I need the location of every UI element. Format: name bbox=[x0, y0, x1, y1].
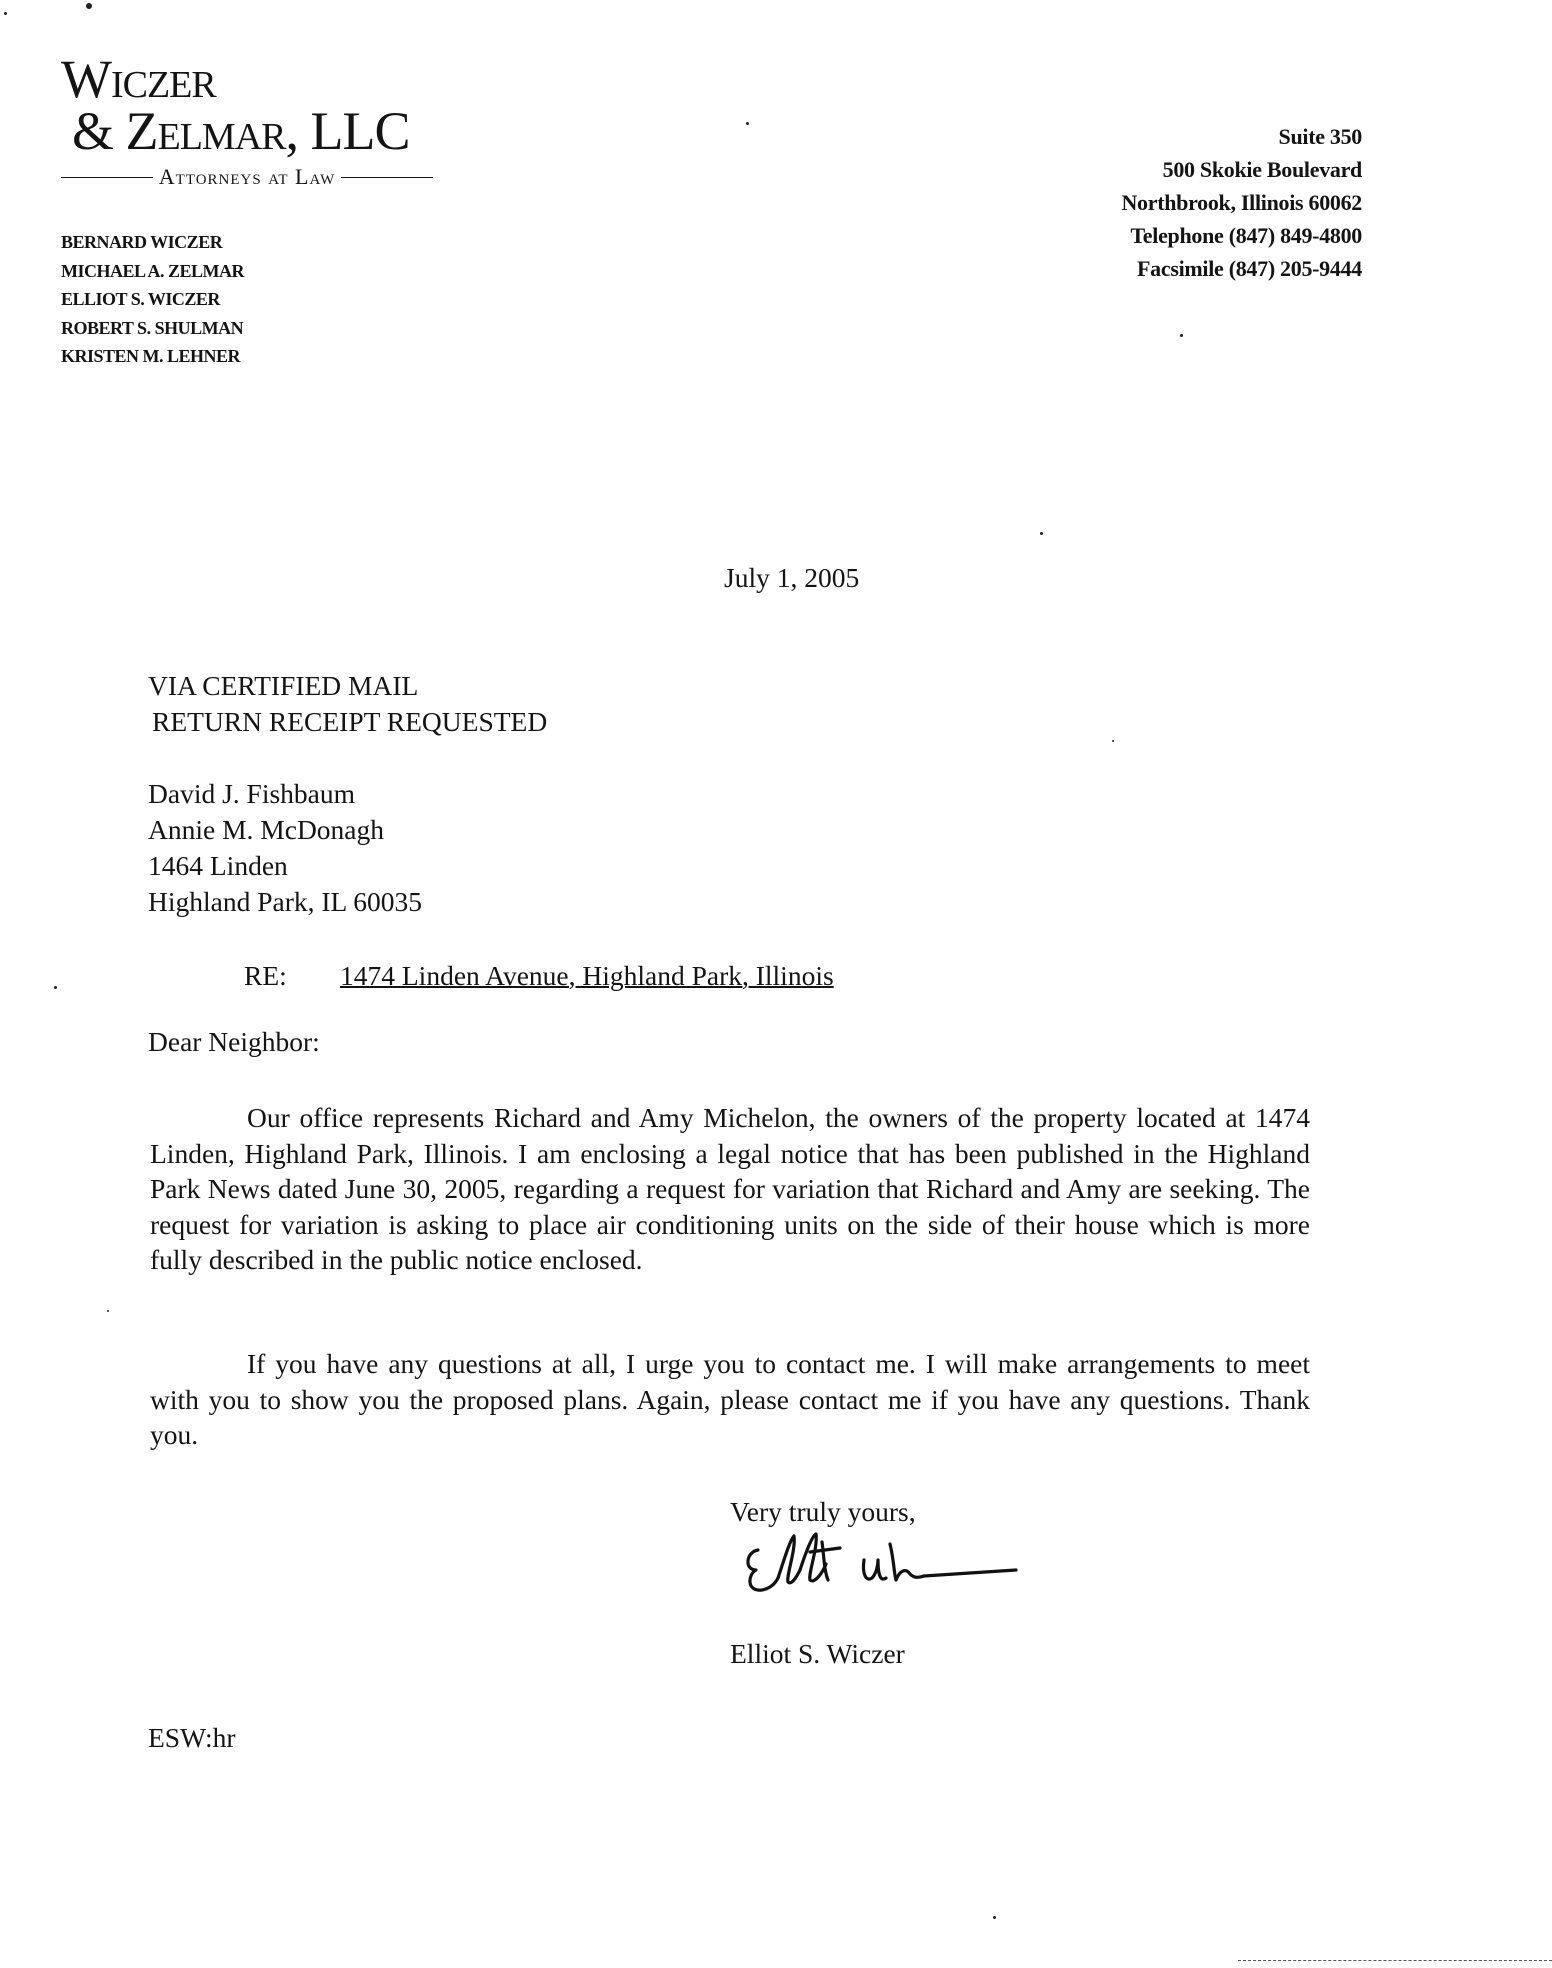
address-facsimile: Facsimile (847) 205-9444 bbox=[1137, 256, 1362, 281]
partner-name: ROBERT S. SHULMAN bbox=[61, 317, 244, 338]
body-paragraph: If you have any questions at all, I urge you to contact me. I will make arrangements to meet with you to show you the proposed plans. Again, please contact me if you have any questions. Thank you. bbox=[150, 1348, 1310, 1450]
scan-edge-line bbox=[1238, 1960, 1552, 1961]
salutation: Dear Neighbor: bbox=[148, 1026, 320, 1057]
recipient-line: David J. Fishbaum bbox=[148, 778, 356, 809]
partner-name: ELLIOT S. WICZER bbox=[61, 289, 220, 309]
typist-initials: ESW:hr bbox=[148, 1722, 236, 1753]
body-paragraph: Our office represents Richard and Amy Michelon, the owners of the property located at 1474 Linden, Highland Park, Illinois. I am enclosing a legal notice that has been published in the Highland Park News dated June 30, 2005, regarding a request for variation that Richard and Amy are seeking. The request for variation is asking to place air conditioning units on the side of their house which is more fully described in the public notice enclosed. bbox=[150, 1102, 1310, 1275]
firm-name-line1: Wiczer bbox=[61, 49, 216, 109]
handwritten-signature bbox=[744, 1530, 1024, 1604]
recipient-line: 1464 Linden bbox=[148, 850, 288, 881]
address-city: Northbrook, Illinois 60062 bbox=[1121, 190, 1362, 215]
firm-name-line2: & Zelmar, LLC bbox=[72, 101, 410, 161]
tagline-rule-right bbox=[341, 177, 433, 178]
scan-speck bbox=[107, 1310, 109, 1312]
partner-name: BERNARD WICZER bbox=[61, 232, 223, 252]
delivery-line: VIA CERTIFIED MAIL bbox=[148, 670, 419, 701]
scan-speck bbox=[4, 12, 7, 15]
tagline-rule-left bbox=[61, 177, 153, 178]
partner-list bbox=[61, 228, 244, 371]
recipient-address bbox=[148, 776, 422, 920]
scan-speck bbox=[746, 122, 749, 125]
firm-address-block bbox=[1121, 120, 1362, 285]
address-suite: Suite 350 bbox=[1278, 124, 1362, 149]
recipient-line: Highland Park, IL 60035 bbox=[148, 886, 422, 917]
scan-speck bbox=[1040, 532, 1043, 535]
scan-speck bbox=[54, 986, 57, 989]
re-label: RE: bbox=[244, 960, 287, 991]
scan-speck bbox=[993, 1916, 996, 1919]
tagline-text: Attorneys at Law bbox=[158, 164, 336, 189]
recipient-line: Annie M. McDonagh bbox=[148, 814, 385, 845]
partner-name: KRISTEN M. LEHNER bbox=[61, 346, 241, 366]
scan-speck bbox=[1112, 740, 1114, 742]
closing: Very truly yours, bbox=[730, 1496, 916, 1527]
re-subject: 1474 Linden Avenue, Highland Park, Illinois bbox=[340, 960, 834, 991]
letter-date: July 1, 2005 bbox=[724, 562, 860, 593]
scan-speck bbox=[1180, 334, 1183, 337]
scan-speck bbox=[86, 3, 92, 9]
signer-name: Elliot S. Wiczer bbox=[730, 1638, 905, 1669]
partner-name: MICHAEL A. ZELMAR bbox=[61, 260, 245, 281]
address-telephone: Telephone (847) 849-4800 bbox=[1130, 223, 1362, 248]
address-street: 500 Skokie Boulevard bbox=[1162, 157, 1362, 182]
firm-tagline bbox=[61, 164, 433, 190]
delivery-method bbox=[148, 668, 547, 740]
delivery-line: RETURN RECEIPT REQUESTED bbox=[152, 706, 548, 737]
